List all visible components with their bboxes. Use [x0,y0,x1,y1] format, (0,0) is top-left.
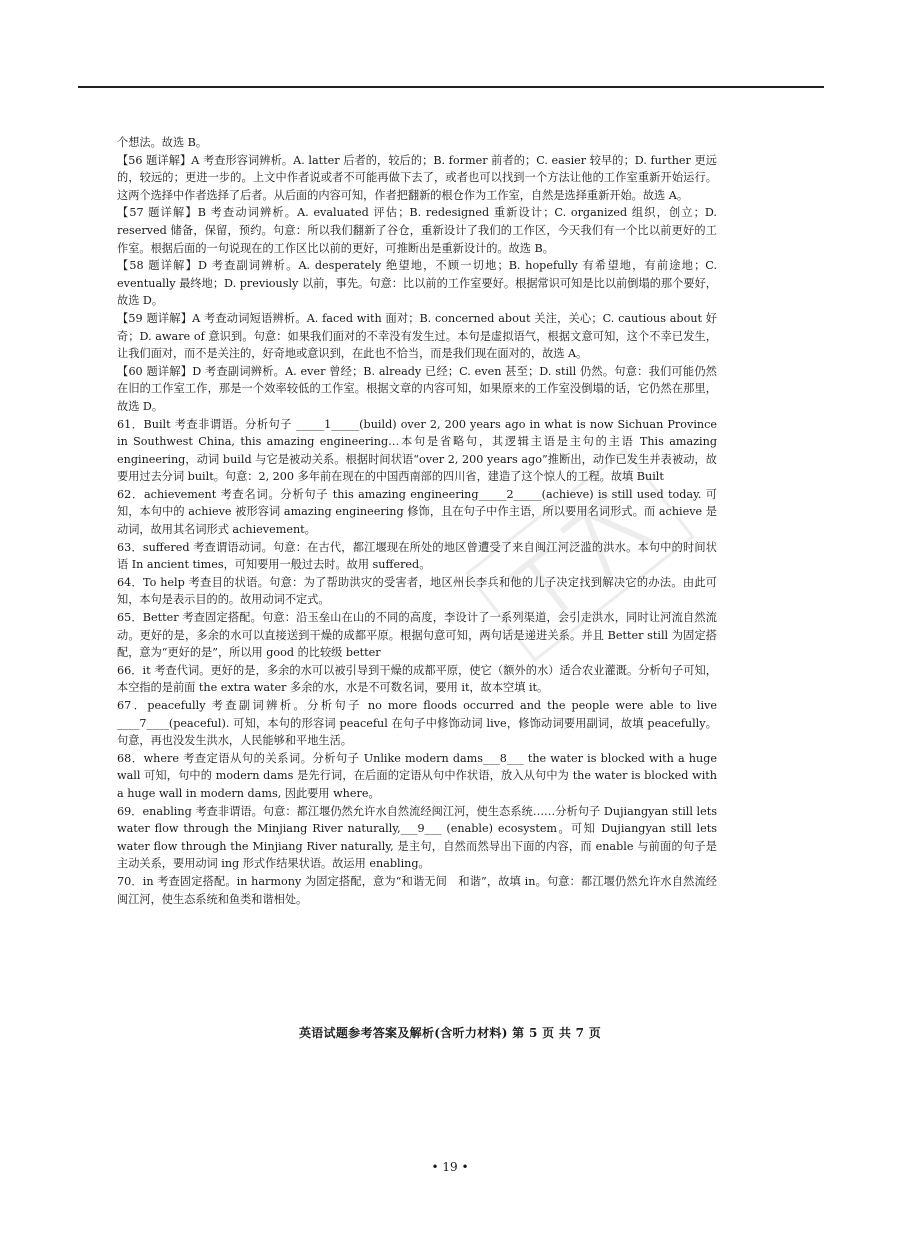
footer-title: 英语试题参考答案及解析(含听力材料) 第 5 页 共 7 页 [298,1026,602,1040]
paragraph: 【60 题详解】D 考查副词辨析。A. ever 曾经；B. already 已经；C. even 甚至；D. still 仍然。句意：我们可能仍然在旧的工作室工作，那是一个效率较低的工作室。根据文章的内容可知，如果原来的工作室没倒塌的话，它仍然在那里，故选 D。 [117,364,717,413]
paragraph: 68．where 考查定语从句的关系词。分析句子 Unlike modern dams___8___ the water is blocked with a huge wall 可知，句中的 modern dams 是先行词，在后面的定语从句中作状语，放入从句中为 the water is blocked with a huge wall in modern dams, 因此要用 where。 [117,751,717,800]
page-number: • 19 • [431,1160,469,1174]
paragraph: 64．To help 考查目的状语。句意：为了帮助洪灾的受害者，地区州长李兵和他的儿子决定找到解决它的办法。由此可知，本句是表示目的的。故用动词不定式。 [117,575,717,607]
paragraph: 62．achievement 考查名词。分析句子 this amazing engineering_____2_____(achieve) is still used today. 可知，本句中的 achieve 被形容词 amazing engineering 修饰，且在句子中作主语，所以要用名词形式。而 achieve 是动词，故用其名词形式 achievement。 [117,487,717,537]
paragraph: 【59 题详解】A 考查动词短语辨析。A. faced with 面对；B. concerned about 关注，关心；C. cautious about 好奇；D. aware of 意识到。句意：如果我们面对的不幸没有发生过。本句是虚拟语气，根据文意可知，这个不幸已发生，让我们面对，而不是关注的，好奇地或意识到，在此也不恰当，而是我们现在面对的，故选 A。 [117,311,717,361]
paragraph: 【57 题详解】B 考查动词辨析。A. evaluated 评估；B. redesigned 重新设计；C. organized 组织，创立；D. reserved 储备，保留，预约。句意：所以我们翻新了谷仓，重新设计了我们的工作区，今天我们有一个比以前更好的工作室。根据后面的一句说现在的工作区比以前的更好，可推断出是重新设计的。故选 B。 [117,206,717,255]
paragraph: 个想法。故选 B。 [117,136,208,149]
answer-explanations [117,134,717,908]
paragraph: 65．Better 考查固定搭配。句意：沿玉垒山在山的不同的高度，李设计了一系列渠道，会引走洪水，同时让河流自然流动。更好的是，多余的水可以直接送到干燥的成都平原。根据句意可知，两句话是递进关系。并且 Better still 为固定搭配，意为“更好的是”，所以用 good 的比较级 better [117,611,717,660]
paragraph: 69．enabling 考查非谓语。句意：都江堰仍然允许水自然流经闽江河，使生态系统……分析句子 Dujiangyan still lets water flow through the Minjiang River naturally,___9___ (enable) ecosystem。可知 Dujiangyan still lets water flow through the Minjiang River naturally, 是主句，自然而然导出下面的内容，而 enable 与前面的句子是主动关系，要用动词 ing 形式作结果状语。故运用 enabling。 [117,804,717,871]
paragraph: 【58 题详解】D 考查副词辨析。A. desperately 绝望地，不顾一切地；B. hopefully 有希望地，有前途地；C. eventually 最终地；D. previously 以前，事先。句意：比以前的工作室要好。根据常识可知是比以前倒塌的那个要好，故选 D。 [117,259,717,308]
paragraph: 63．suffered 考查谓语动词。句意：在古代，都江堰现在所处的地区曾遭受了来自闽江河泛滥的洪水。本句中的时间状语 In ancient times，可知要用一般过去时。故用 suffered。 [117,540,717,572]
header-rule [78,86,824,88]
paragraph: 67．peacefully 考查副词辨析。分析句子 no more floods occurred and the people were able to live ____7____(peaceful). 可知，本句的形容词 peaceful 在句子中修饰动词 live，修饰动词要用副词，故填 peacefully。句意，再也没发生洪水，人民能够和平地生活。 [117,699,717,748]
paragraph: 70．in 考查固定搭配。in harmony 为固定搭配，意为“和谐无间 和谐”，故填 in。句意：都江堰仍然允许水自然流经闽江河，使生态系统和鱼类和谐相处。 [117,874,717,906]
paragraph: 【56 题详解】A 考查形容词辨析。A. latter 后者的，较后的；B. former 前者的；C. easier 较早的；D. further 更远的，较远的；更进一步的。上文中作者说或者不可能再做下去了，或者也可以找到一个方法让他的工作室重新开始运行。这两个选择中作者选择了后者。从后面的内容可知，作者把翻新的根仓作为工作室，自然是选择重新开始。故选 A。 [117,153,717,202]
paragraph: 61．Built 考查非谓语。分析句子 _____1_____(build) over 2, 200 years ago in what is now Sichuan Province in Southwest China, this amazing engineering…本句是省略句，其逻辑主语是主句的主语 This amazing engineering，动词 build 与它是被动关系。根据时间状语“over 2, 200 years ago”推断出，动作已发生并表被动，故要用过去分词 built。句意：2, 200 多年前在现在的中国西南部的四川省，建造了这个惊人的工程。故填 Built [117,417,717,484]
paragraph: 66．it 考查代词。更好的是，多余的水可以被引导到干燥的成都平原，使它（额外的水）适合农业灌溉。分析句子可知，本空指的是前面 the extra water 多余的水，水是不可数名词，要用 it，故本空填 it。 [117,663,717,695]
